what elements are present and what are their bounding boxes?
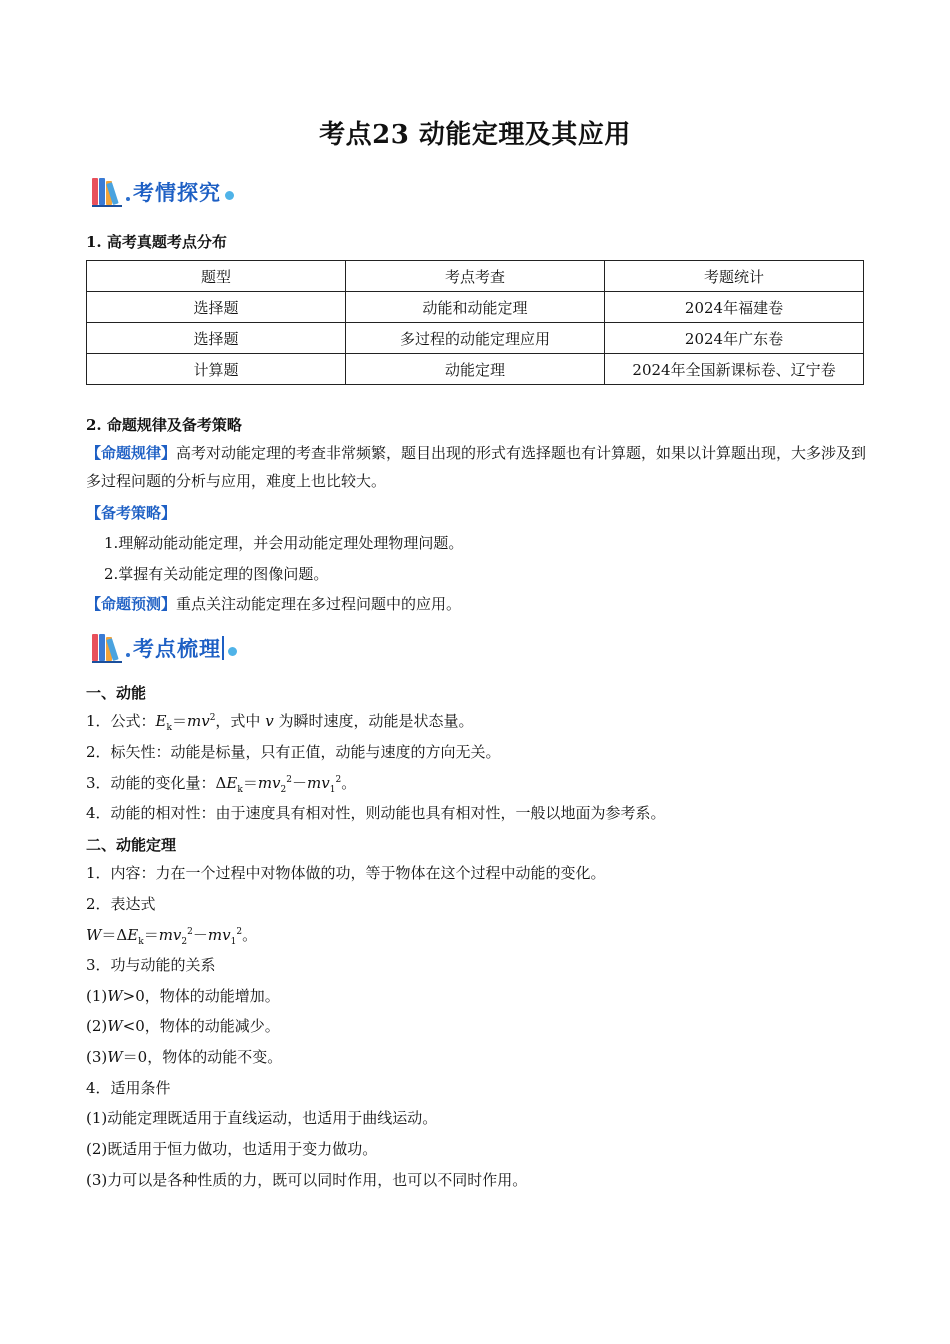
text-cursor xyxy=(222,636,224,660)
section-heading: 2. 命题规律及备考策略 xyxy=(86,416,242,434)
dot-icon xyxy=(225,191,234,200)
table-header-cell: 考题统计 xyxy=(605,261,864,292)
rule-tag: 【命题规律】 xyxy=(86,444,177,462)
list-item: 3．功与动能的关系 xyxy=(86,956,216,974)
table-header-cell: 题型 xyxy=(87,261,346,292)
work-energy-case: (2)W<0，物体的动能减少。 xyxy=(86,1017,280,1035)
list-item: 4．适用条件 xyxy=(86,1079,171,1097)
predict-tag: 【命题预测】 xyxy=(86,595,177,613)
condition-item: (2)既适用于恒力做功，也适用于变力做功。 xyxy=(86,1140,378,1158)
work-energy-case: (1)W>0，物体的动能增加。 xyxy=(86,987,280,1005)
work-energy-case: (3)W＝0，物体的动能不变。 xyxy=(86,1048,283,1066)
theorem-expression: $W=\Delta E_k=mv_2^2-mv_1^2$。 xyxy=(86,926,258,947)
banner-title: 考情探究 xyxy=(133,181,221,205)
list-item: 2．表达式 xyxy=(86,895,156,913)
table-cell: 2024年福建卷 xyxy=(605,292,864,323)
table-row xyxy=(87,292,864,323)
table-cell: 动能定理 xyxy=(346,354,605,385)
dot-icon xyxy=(228,647,237,656)
exam-distribution-table xyxy=(86,260,864,385)
table-cell: 2024年全国新课标卷、辽宁卷 xyxy=(605,354,864,385)
kinetic-energy-change: 3．动能的变化量：$\Delta E_k=mv_2^2-mv_1^2$。 xyxy=(86,774,357,795)
strategy-item: 2.掌握有关动能定理的图像问题。 xyxy=(104,565,329,583)
table-cell: 2024年广东卷 xyxy=(605,323,864,354)
strategy-tag: 【备考策略】 xyxy=(86,504,177,522)
table-header-row xyxy=(87,261,864,292)
books-icon xyxy=(92,177,124,207)
table-row xyxy=(87,323,864,354)
section-banner-exam-analysis xyxy=(92,174,234,210)
table-cell: 计算题 xyxy=(87,354,346,385)
table-header-cell: 考点考查 xyxy=(346,261,605,292)
list-item: 1．内容：力在一个过程中对物体做的功，等于物体在这个过程中动能的变化。 xyxy=(86,864,606,882)
predict-line xyxy=(86,593,461,614)
condition-item: (3)力可以是各种性质的力，既可以同时作用，也可以不同时作用。 xyxy=(86,1171,528,1189)
strategy-item: 1.理解动能动能定理，并会用动能定理处理物理问题。 xyxy=(104,534,464,552)
dot-icon xyxy=(126,653,130,657)
banner-title: 考点梳理 xyxy=(133,637,221,661)
rule-text: 高考对动能定理的考查非常频繁，题目出现的形式有选择题也有计算题，如果以计算题出现，大多涉及到多过程问题的分析与应用，难度上也比较大。 xyxy=(86,444,867,490)
section-banner-key-points xyxy=(92,630,237,666)
table-row xyxy=(87,354,864,385)
table-cell: 动能和动能定理 xyxy=(346,292,605,323)
part-heading: 二、动能定理 xyxy=(86,836,177,854)
predict-text: 重点关注动能定理在多过程问题中的应用。 xyxy=(176,595,462,613)
table-cell: 选择题 xyxy=(87,323,346,354)
strategy-tag-line xyxy=(86,502,176,523)
kinetic-energy-formula: 1．公式：$E_k=mv^2$，式中 v 为瞬时速度，动能是状态量。 xyxy=(86,712,474,733)
list-item: 4．动能的相对性：由于速度具有相对性，则动能也具有相对性，一般以地面为参考系。 xyxy=(86,804,666,822)
rule-paragraph xyxy=(86,439,876,495)
section-heading: 1. 高考真题考点分布 xyxy=(86,233,227,251)
condition-item: (1)动能定理既适用于直线运动，也适用于曲线运动。 xyxy=(86,1109,438,1127)
table-cell: 多过程的动能定理应用 xyxy=(346,323,605,354)
list-item: 2．标矢性：动能是标量，只有正值，动能与速度的方向无关。 xyxy=(86,743,501,761)
part-heading: 一、动能 xyxy=(86,684,147,702)
dot-icon xyxy=(126,197,130,201)
books-icon xyxy=(92,633,124,663)
table-cell: 选择题 xyxy=(87,292,346,323)
page-title: 考点23 动能定理及其应用 xyxy=(319,120,631,150)
